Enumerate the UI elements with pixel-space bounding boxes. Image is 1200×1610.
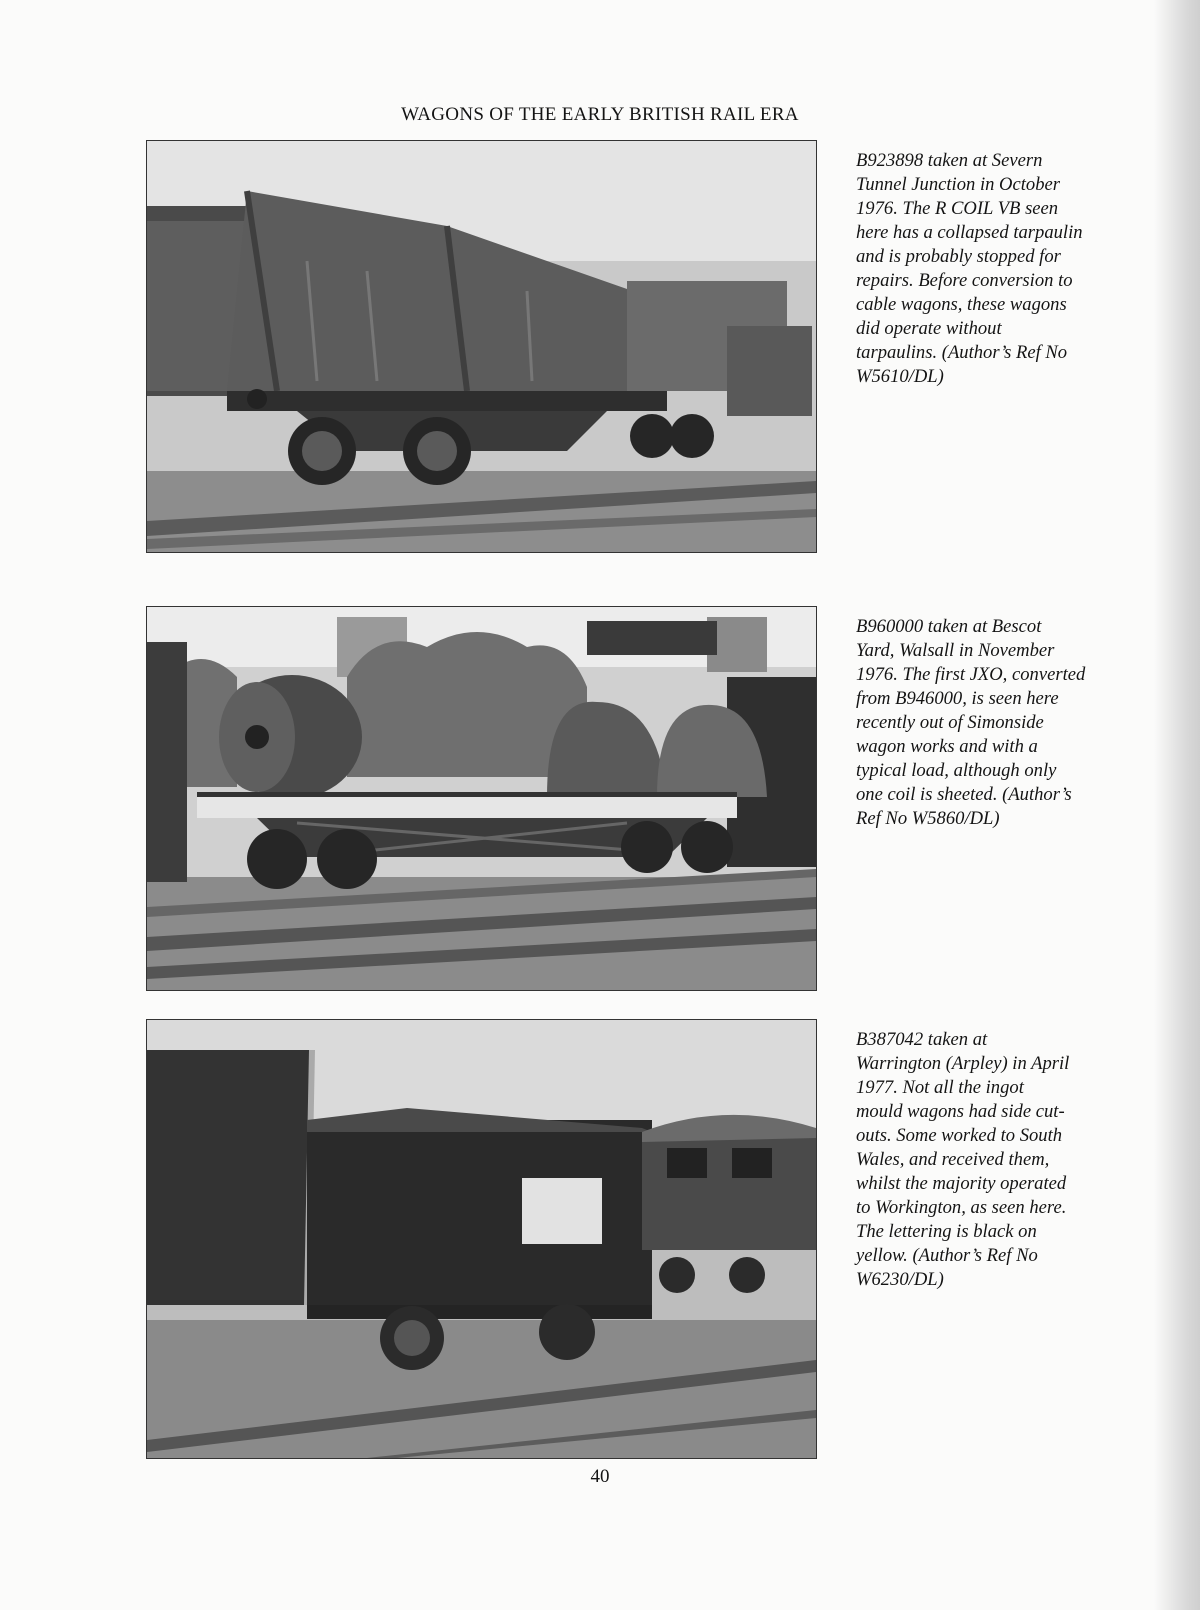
photo-jxo-wagon: [146, 606, 817, 991]
photo-ingot-mould-wagon: [146, 1019, 817, 1459]
page-edge-shadow: [1154, 0, 1200, 1610]
page-number: 40: [590, 1466, 610, 1487]
running-header: WAGONS OF THE EARLY BRITISH RAIL ERA: [401, 104, 799, 125]
caption-photo-1: B923898 taken at Severn Tunnel Junction in October 1976. The R COIL VB seen here has a collapsed tarpaulin and is probably stopped for repairs. Before conversion to cable wagons, these wagons did operate without tarpaulins. (Author’s Ref No W5610/DL): [856, 150, 1083, 387]
caption-photo-3: B387042 taken at Warrington (Arpley) in April 1977. Not all the ingot mould wagons had side cut- outs. Some worked to South Wales, and received them, whilst the majority operated to Workington, as seen here. The lettering is black on yellow. (Author’s Ref No W6230/DL): [856, 1029, 1070, 1290]
caption-photo-2: B960000 taken at Bescot Yard, Walsall in November 1976. The first JXO, converted from B946000, is seen here recently out of Simonside wagon works and with a typical load, although only one coil is sheeted. (Author’s Ref No W5860/DL): [856, 616, 1086, 829]
photo-rcoil-wagon: [146, 140, 817, 553]
